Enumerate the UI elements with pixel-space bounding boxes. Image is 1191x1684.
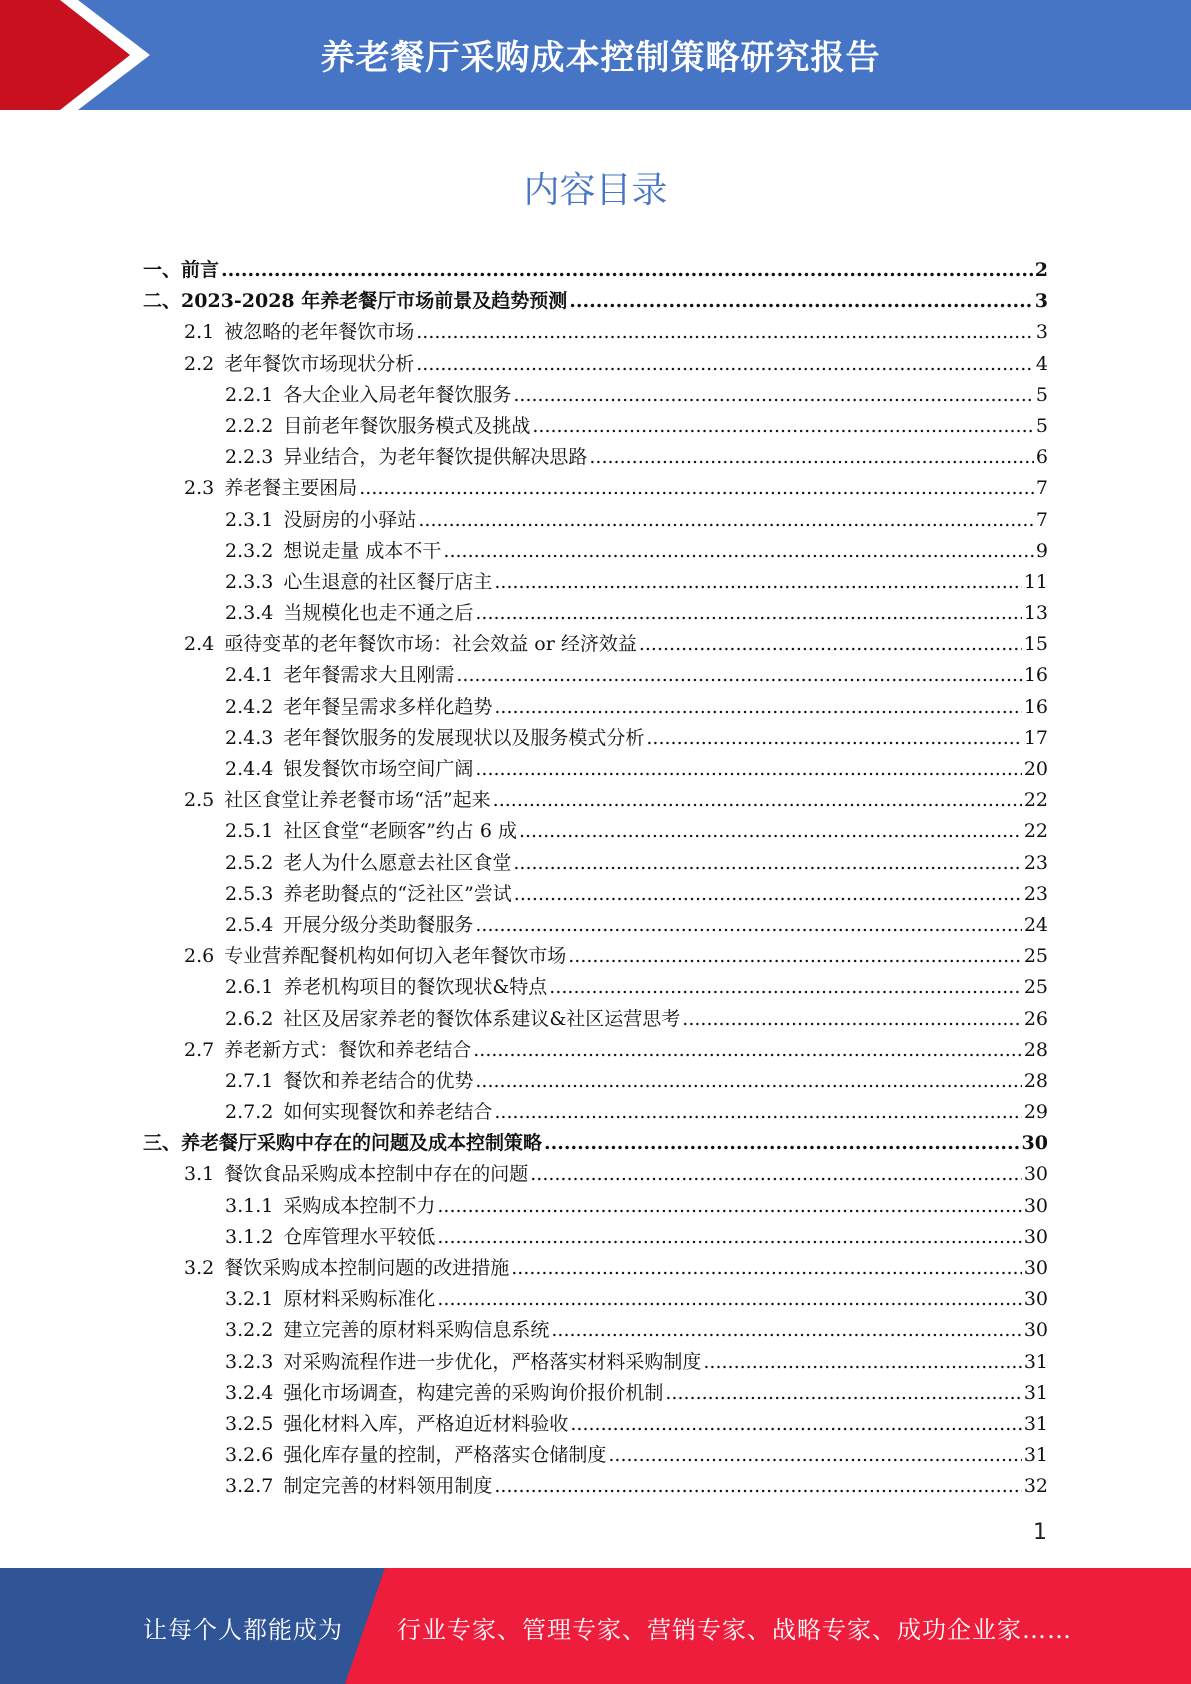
toc-entry[interactable] (143, 411, 1048, 442)
toc-leader-dots (703, 1351, 1021, 1373)
toc-entry-title: 对采购流程作进一步优化，严格落实材料采购制度 (283, 1350, 702, 1373)
toc-entry-page: 26 (1023, 1007, 1048, 1030)
toc-entry-number: 3.2.4 (225, 1381, 274, 1404)
toc-leader-dots (475, 602, 1021, 624)
toc-entry-number: 3.2 (184, 1257, 215, 1279)
toc-entry-title: 被忽略的老年餐饮市场 (224, 321, 415, 344)
toc-entry-title: 如何实现餐饮和养老结合 (283, 1101, 493, 1124)
toc-entry-title: 养老餐主要困局 (224, 477, 358, 500)
toc-entry[interactable] (143, 1004, 1048, 1035)
toc-leader-dots (551, 1319, 1021, 1341)
toc-entry[interactable] (143, 1409, 1048, 1440)
toc-entry-number: 3.1.1 (225, 1194, 274, 1217)
toc-leader-dots (221, 259, 1033, 281)
toc-leader-dots (494, 1475, 1021, 1497)
toc-leader-dots (475, 914, 1021, 936)
toc-entry-title: 二、2023-2028 年养老餐厅市场前景及趋势预测 (143, 290, 568, 313)
toc-entry-number: 2.4.3 (225, 726, 274, 749)
toc-entry-page: 31 (1023, 1444, 1048, 1467)
toc-entry[interactable] (143, 941, 1048, 972)
toc-entry-page: 6 (1035, 446, 1048, 469)
toc-entry-page: 16 (1023, 695, 1048, 718)
toc-entry-page: 5 (1035, 414, 1048, 437)
toc-entry-title: 餐饮和养老结合的优势 (283, 1069, 474, 1092)
toc-leader-dots (513, 384, 1034, 406)
toc-entry-page: 30 (1023, 1194, 1048, 1217)
toc-entry-page: 30 (1023, 1319, 1048, 1342)
toc-leader-dots (569, 290, 1033, 312)
toc-entry-page: 30 (1023, 1225, 1048, 1248)
toc-entry[interactable] (143, 1159, 1048, 1190)
table-of-contents (143, 255, 1048, 1503)
toc-leader-dots (639, 633, 1022, 655)
footer-slogan-right: 行业专家、管理专家、营销专家、战略专家、成功企业家…… (397, 1616, 1072, 1644)
toc-entry-number: 2.3.1 (225, 508, 274, 531)
toc-entry-page: 23 (1023, 882, 1048, 905)
toc-entry-page: 23 (1023, 851, 1048, 874)
toc-entry-title: 专业营养配餐机构如何切入老年餐饮市场 (224, 945, 567, 968)
toc-entry-page: 11 (1023, 570, 1048, 593)
toc-entry-number: 3.2.5 (225, 1412, 274, 1435)
toc-entry[interactable] (143, 816, 1048, 847)
toc-leader-dots (418, 509, 1034, 531)
toc-entry-number: 3.1.2 (225, 1225, 274, 1248)
footer-slogan-left: 让每个人都能成为 (143, 1616, 343, 1644)
toc-entry-number: 2.6.2 (225, 1007, 274, 1030)
toc-entry[interactable] (143, 349, 1048, 380)
toc-leader-dots (511, 1257, 1022, 1279)
toc-entry-page: 30 (1023, 1288, 1048, 1311)
toc-entry-page: 2 (1034, 259, 1048, 281)
toc-leader-dots (494, 1101, 1021, 1123)
toc-leader-dots (519, 820, 1022, 842)
toc-leader-dots (437, 1195, 1021, 1217)
toc-entry-page: 3 (1035, 321, 1048, 344)
toc-leader-dots (475, 1070, 1021, 1092)
toc-entry[interactable] (143, 785, 1048, 816)
toc-entry-page: 24 (1023, 913, 1048, 936)
toc-entry-number: 2.3.4 (225, 602, 274, 625)
toc-leader-dots (416, 321, 1034, 343)
toc-entry[interactable] (143, 1440, 1048, 1471)
toc-entry[interactable] (143, 1378, 1048, 1409)
toc-leader-dots (473, 1039, 1022, 1061)
toc-entry-page: 9 (1035, 539, 1048, 562)
toc-entry[interactable] (143, 972, 1048, 1003)
toc-entry-title: 原材料采购标准化 (283, 1288, 436, 1311)
toc-entry[interactable] (143, 1315, 1048, 1346)
toc-entry-title: 强化材料入库，严格迫近材料验收 (283, 1412, 569, 1435)
toc-entry-number: 2.3.3 (225, 570, 274, 593)
toc-leader-dots (437, 1226, 1021, 1248)
toc-entry-page: 22 (1023, 820, 1048, 843)
toc-entry-title: 银发餐饮市场空间广阔 (283, 758, 474, 780)
toc-entry-title: 三、养老餐厅采购中存在的问题及成本控制策略 (143, 1132, 543, 1155)
toc-entry[interactable] (143, 505, 1048, 536)
toc-entry-title: 一、前言 (143, 259, 220, 281)
toc-entry-title: 没厨房的小驿站 (283, 508, 417, 531)
toc-entry-number: 2.4.2 (225, 695, 274, 718)
toc-entry-page: 31 (1023, 1381, 1048, 1404)
toc-entry-page: 28 (1023, 1038, 1048, 1061)
toc-entry-title: 餐饮采购成本控制问题的改进措施 (224, 1257, 510, 1279)
toc-leader-dots (514, 883, 1022, 905)
toc-entry-number: 2.5.4 (225, 913, 274, 936)
toc-entry[interactable] (143, 317, 1048, 348)
toc-entry-number: 2.7 (184, 1038, 215, 1061)
toc-leader-dots (493, 789, 1022, 811)
toc-entry[interactable] (143, 286, 1048, 317)
toc-entry-page: 15 (1023, 633, 1048, 656)
toc-entry-number: 3.1 (184, 1163, 215, 1186)
toc-entry-title: 社区及居家养老的餐饮体系建议&社区运营思考 (283, 1007, 681, 1030)
toc-entry-page: 29 (1023, 1101, 1048, 1124)
toc-entry[interactable] (143, 879, 1048, 910)
toc-leader-dots (494, 571, 1021, 593)
toc-entry-number: 2.4 (184, 633, 215, 656)
toc-entry-title: 老年餐饮市场现状分析 (224, 352, 415, 375)
toc-entry-page: 30 (1023, 1163, 1048, 1186)
toc-entry[interactable] (143, 910, 1048, 941)
toc-entry[interactable] (143, 1253, 1048, 1284)
toc-leader-dots (359, 477, 1034, 499)
toc-entry[interactable] (143, 848, 1048, 879)
toc-entry[interactable] (143, 754, 1048, 785)
toc-entry-title: 亟待变革的老年餐饮市场：社会效益 or 经济效益 (224, 633, 637, 656)
toc-entry-page: 30 (1023, 1257, 1048, 1279)
toc-leader-dots (544, 1132, 1020, 1154)
toc-entry-page: 32 (1023, 1475, 1048, 1498)
toc-entry-title: 社区食堂让养老餐市场“活”起来 (224, 789, 491, 812)
toc-entry[interactable] (143, 1222, 1048, 1253)
toc-entry-title: 制定完善的材料领用制度 (283, 1475, 493, 1498)
toc-entry-number: 2.3 (184, 477, 215, 500)
toc-entry-page: 7 (1035, 477, 1048, 500)
toc-entry-page: 20 (1023, 758, 1048, 780)
toc-entry-title: 餐饮食品采购成本控制中存在的问题 (224, 1163, 529, 1186)
toc-entry[interactable] (143, 567, 1048, 598)
toc-entry[interactable] (143, 1035, 1048, 1066)
toc-leader-dots (416, 353, 1034, 375)
toc-entry-number: 2.6 (184, 945, 215, 968)
toc-leader-dots (549, 976, 1022, 998)
toc-entry-title: 采购成本控制不力 (283, 1194, 436, 1217)
toc-entry-title: 老年餐需求大且刚需 (283, 664, 455, 687)
report-title: 养老餐厅采购成本控制策略研究报告 (320, 38, 881, 78)
toc-entry[interactable] (143, 1066, 1048, 1097)
page-footer (0, 1568, 1191, 1684)
toc-entry-title: 目前老年餐饮服务模式及挑战 (283, 414, 531, 437)
toc-entry-title: 各大企业入局老年餐饮服务 (283, 383, 512, 406)
toc-entry-number: 3.2.2 (225, 1319, 274, 1342)
toc-entry-page: 17 (1023, 726, 1048, 749)
toc-leader-dots (570, 1413, 1021, 1435)
toc-entry[interactable] (143, 1284, 1048, 1315)
toc-entry-number: 2.7.2 (225, 1101, 274, 1124)
toc-entry-number: 2.7.1 (225, 1069, 274, 1092)
toc-entry-title: 仓库管理水平较低 (283, 1225, 436, 1248)
toc-entry-number: 2.2.2 (225, 414, 274, 437)
toc-entry-page: 31 (1023, 1350, 1048, 1373)
toc-leader-dots (646, 727, 1021, 749)
toc-leader-dots (608, 1444, 1021, 1466)
toc-entry[interactable] (143, 1097, 1048, 1128)
toc-entry[interactable] (143, 1347, 1048, 1378)
toc-entry[interactable] (143, 1128, 1048, 1159)
toc-entry[interactable] (143, 1471, 1048, 1502)
toc-entry-number: 3.2.6 (225, 1444, 274, 1467)
toc-leader-dots (475, 758, 1021, 780)
toc-leader-dots (494, 696, 1021, 718)
page-number: 1 (1033, 1520, 1047, 1545)
toc-entry[interactable] (143, 598, 1048, 629)
toc-entry[interactable] (143, 380, 1048, 411)
toc-entry-title: 强化库存量的控制，严格落实仓储制度 (283, 1444, 607, 1467)
toc-entry-number: 2.5 (184, 789, 215, 812)
toc-entry-title: 社区食堂“老顾客”约占 6 成 (283, 820, 517, 843)
toc-leader-dots (665, 1382, 1021, 1404)
toc-entry[interactable] (143, 1191, 1048, 1222)
toc-entry-number: 2.3.2 (225, 539, 274, 562)
toc-entry-title: 开展分级分类助餐服务 (283, 913, 474, 936)
toc-entry-number: 2.4.4 (225, 758, 274, 780)
toc-entry-page: 16 (1023, 664, 1048, 687)
toc-entry[interactable] (143, 692, 1048, 723)
toc-entry-title: 想说走量 成本不干 (283, 539, 442, 562)
toc-entry-page: 13 (1023, 602, 1048, 625)
page-header (0, 0, 1191, 110)
toc-entry-page: 4 (1035, 352, 1048, 375)
toc-leader-dots (456, 664, 1021, 686)
toc-leader-dots (682, 1008, 1022, 1030)
toc-entry-page: 31 (1023, 1412, 1048, 1435)
toc-entry[interactable] (143, 473, 1048, 504)
toc-entry[interactable] (143, 442, 1048, 473)
toc-entry[interactable] (143, 536, 1048, 567)
toc-entry[interactable] (143, 660, 1048, 691)
toc-entry-number: 2.4.1 (225, 664, 274, 687)
toc-entry-page: 30 (1021, 1132, 1048, 1155)
toc-leader-dots (568, 945, 1022, 967)
toc-entry-title: 强化市场调查，构建完善的采购询价报价机制 (283, 1381, 664, 1404)
toc-entry-page: 3 (1034, 290, 1048, 313)
toc-entry-number: 2.2.1 (225, 383, 274, 406)
toc-entry[interactable] (143, 255, 1048, 286)
toc-entry-page: 7 (1035, 508, 1048, 531)
toc-leader-dots (437, 1288, 1021, 1310)
toc-entry-number: 2.5.3 (225, 882, 274, 905)
toc-entry-title: 老年餐呈需求多样化趋势 (283, 695, 493, 718)
toc-entry-number: 2.6.1 (225, 976, 274, 999)
toc-entry-page: 25 (1023, 945, 1048, 968)
toc-entry-number: 2.2.3 (225, 446, 274, 469)
toc-entry[interactable] (143, 629, 1048, 660)
toc-entry-page: 25 (1023, 976, 1048, 999)
toc-entry-page: 28 (1023, 1069, 1048, 1092)
toc-leader-dots (532, 415, 1034, 437)
toc-leader-dots (589, 446, 1034, 468)
toc-entry-number: 2.5.1 (225, 820, 274, 843)
toc-entry-title: 老年餐饮服务的发展现状以及服务模式分析 (283, 726, 645, 749)
toc-entry-title: 养老助餐点的“泛社区”尝试 (283, 882, 512, 905)
toc-entry-title: 养老机构项目的餐饮现状&特点 (283, 976, 548, 999)
toc-entry-page: 22 (1023, 789, 1048, 812)
toc-entry-title: 老人为什么愿意去社区食堂 (283, 851, 512, 874)
toc-entry-title: 养老新方式：餐饮和养老结合 (224, 1038, 472, 1061)
toc-leader-dots (443, 540, 1034, 562)
toc-entry-title: 当规模化也走不通之后 (283, 602, 474, 625)
toc-entry[interactable] (143, 723, 1048, 754)
toc-entry-page: 5 (1035, 383, 1048, 406)
toc-entry-number: 3.2.7 (225, 1475, 274, 1498)
toc-entry-number: 2.1 (184, 321, 215, 344)
toc-entry-number: 2.2 (184, 352, 215, 375)
toc-entry-title: 建立完善的原材料采购信息系统 (283, 1319, 550, 1342)
toc-entry-number: 2.5.2 (225, 851, 274, 874)
toc-heading: 内容目录 (523, 170, 668, 211)
toc-entry-title: 异业结合，为老年餐饮提供解决思路 (283, 446, 588, 469)
toc-entry-number: 3.2.1 (225, 1288, 274, 1311)
toc-leader-dots (530, 1163, 1022, 1185)
toc-entry-number: 3.2.3 (225, 1350, 274, 1373)
toc-entry-title: 心生退意的社区餐厅店主 (283, 570, 493, 593)
toc-leader-dots (513, 852, 1021, 874)
